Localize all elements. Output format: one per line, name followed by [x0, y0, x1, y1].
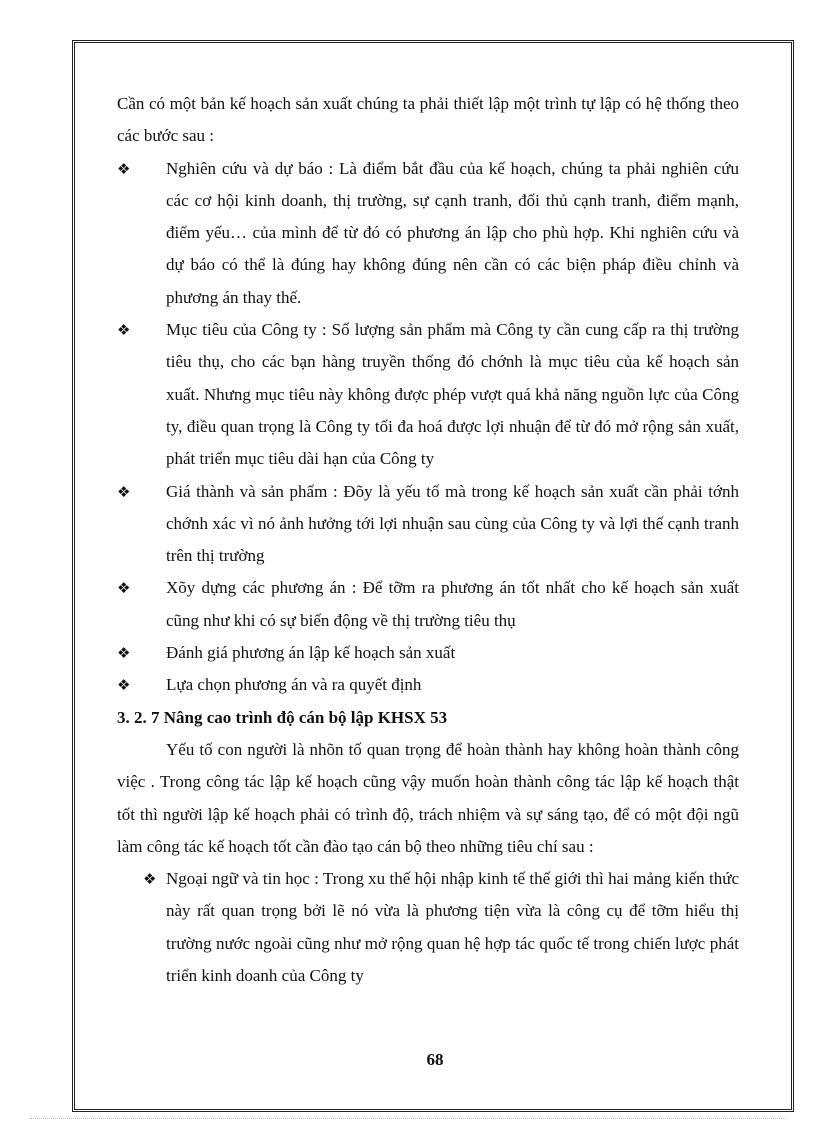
- step-item-cost: [117, 476, 739, 573]
- diamond-bullet-icon: ❖: [117, 159, 131, 178]
- step-item-build-options: [117, 572, 739, 637]
- intro-paragraph: Cần có một bản kế hoạch sản xuất chúng ta phải thiết lập một trình tự lập có hệ thống theo các bước sau :: [117, 94, 739, 146]
- section-paragraph: Yếu tố con người là nhõn tố quan trọng để hoàn thành hay không hoàn thành công việc . Trong công tác lập kế hoạch cũng vậy muốn hoàn thành công tác lập kế hoạch thật tốt thì người lập kế hoạch phải có trình độ, trách nhiệm và sự sáng tạo, để có một đội ngũ làm công tác kế hoạch tốt cần đào tạo cán bộ theo những tiêu chí sau :: [117, 739, 739, 856]
- diamond-bullet-icon: ❖: [117, 321, 131, 340]
- diamond-bullet-icon: ❖: [143, 870, 157, 889]
- step-item-evaluate: [117, 637, 739, 669]
- step-text: Mục tiêu của Công ty : Số lượng sản phẩm mà Công ty cần cung cấp ra thị trường tiêu thụ, cho các bạn hàng truyền thống đó chớnh là mục tiêu của kế hoạch sản xuất. Nhưng mục tiêu này không được phép vượt quá khả năng nguồn lực của Công ty, điều quan trọng là Công ty tối đa hoá được lợi nhuận để từ đó mở rộng sản xuất, phát triển mục tiêu dài hạn của Công ty: [166, 320, 739, 469]
- section-heading: 3. 2. 7 Nâng cao trình độ cán bộ lập KHSX 53: [117, 707, 448, 727]
- step-item-objectives: [117, 314, 739, 475]
- step-text: Đánh giá phương án lập kế hoạch sản xuất: [166, 643, 456, 663]
- diamond-bullet-icon: ❖: [117, 579, 131, 598]
- document-body: [117, 88, 739, 992]
- step-text: Lựa chọn phương án và ra quyết định: [166, 675, 422, 695]
- diamond-bullet-icon: ❖: [117, 676, 131, 695]
- diamond-bullet-icon: ❖: [117, 482, 131, 501]
- step-text: Xõy dựng các phương án : Để tỡm ra phương án tốt nhất cho kế hoạch sản xuất cũng như khi có sự biến động về thị trường tiêu thụ: [166, 578, 739, 630]
- diamond-bullet-icon: ❖: [117, 644, 131, 663]
- step-text: Nghiên cứu và dự báo : Là điểm bắt đầu của kế hoạch, chúng ta phải nghiên cứu các cơ hội kinh doanh, thị trường, sự cạnh tranh, đối thủ cạnh tranh, điểm mạnh, điểm yếu… của mình để từ đó có phương án lập cho phù hợp. Khi nghiên cứu và dự báo có thể là đúng hay không đúng nên cần có các biện pháp điều chỉnh và phương án thay thế.: [166, 158, 739, 307]
- footer-rule: [30, 1118, 786, 1119]
- criteria-text: Ngoại ngữ và tin học : Trong xu thế hội nhập kinh tế thế giới thì hai mảng kiến thức này rất quan trọng bởi lẽ nó vừa là phương tiện vừa là công cụ để tỡm hiểu thị trường nước ngoài cũng như mở rộng quan hệ hợp tác quốc tế trong chiến lược phát triển kinh doanh của Công ty: [166, 869, 739, 986]
- step-item-decide: [117, 669, 739, 701]
- criteria-item-language-it: [143, 863, 739, 992]
- page-number: 68: [426, 1050, 444, 1069]
- step-text: Giá thành và sản phẩm : Đõy là yếu tố mà trong kế hoạch sản xuất cần phải tớnh chớnh xác vì nó ảnh hưởng tới lợi nhuận sau cùng của Công ty và lợi thế cạnh tranh trên thị trường: [166, 481, 739, 566]
- step-item-research: [117, 153, 739, 314]
